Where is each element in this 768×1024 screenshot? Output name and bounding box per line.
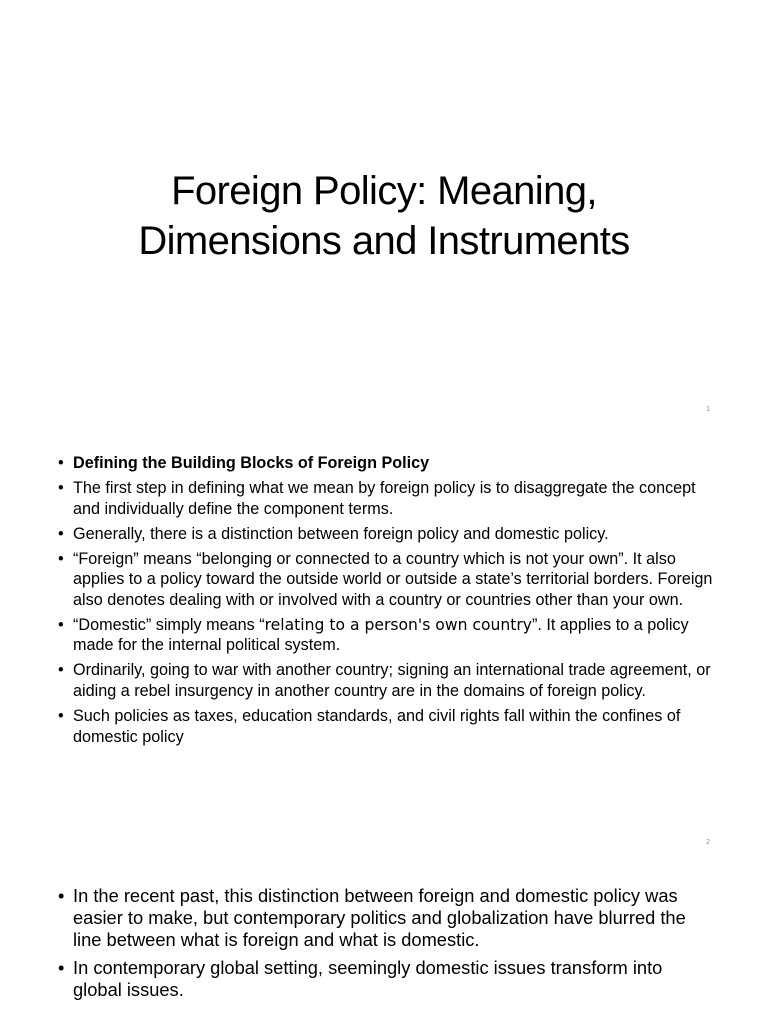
bullet-text: In contemporary global setting, seemingly domestic issues transform into global issues. <box>73 957 663 1000</box>
bullet-item <box>58 524 714 545</box>
bullet-item <box>58 957 714 1001</box>
slide-3 <box>0 860 768 1024</box>
bullet-icon: • <box>58 885 65 906</box>
slide-2 <box>0 430 768 860</box>
slide-1 <box>0 0 768 430</box>
bullet-icon: • <box>58 661 64 680</box>
bullet-text: “Foreign” means “belonging or connected to a country which is not your own”. It also applies to a policy toward the outside world or outside a state’s territorial borders. Foreign also denotes dealing with or involved with a country or countries other than your own. <box>73 549 713 609</box>
bullet-text: Ordinarily, going to war with another country; signing an international trade agreement, or aiding a rebel insurgency in another country are in the domains of foreign policy. <box>73 661 711 700</box>
bullet-text: Generally, there is a distinction between foreign policy and domestic policy. <box>73 524 609 543</box>
section-heading: Defining the Building Blocks of Foreign Policy <box>73 454 430 472</box>
bullet-text: The first step in defining what we mean by foreign policy is to disaggregate the concept and individually define the component terms. <box>73 479 696 518</box>
bullet-item <box>58 615 714 656</box>
bullet-text-part: “Domestic” simply means “ <box>73 615 265 634</box>
bullet-item <box>58 706 714 747</box>
bullet-item <box>58 453 714 474</box>
bullet-text: Such policies as taxes, education standards, and civil rights fall within the confines of domestic policy <box>73 707 681 746</box>
bullet-text: In the recent past, this distinction between foreign and domestic policy was easier to make, but contemporary politics and globalization have blurred the line between what is foreign and what is domestic. <box>73 885 686 950</box>
page-number: 2 <box>706 839 710 846</box>
quoted-definition: relating to a person's own country <box>264 615 533 634</box>
bullet-item <box>58 478 714 519</box>
bullet-icon: • <box>58 615 64 634</box>
bullet-icon: • <box>58 479 64 498</box>
bullet-icon: • <box>58 454 64 472</box>
title-line-1: Foreign Policy: Meaning, <box>171 169 597 213</box>
bullet-icon: • <box>58 524 64 543</box>
bullet-list <box>58 885 714 1007</box>
bullet-text-part: ”. It applies to a policy made for the internal political system. <box>73 615 689 655</box>
bullet-item <box>58 549 714 611</box>
slide-title <box>40 166 728 266</box>
bullet-list <box>58 453 714 752</box>
bullet-icon: • <box>58 707 64 726</box>
bullet-icon: • <box>58 549 64 568</box>
title-line-2: Dimensions and Instruments <box>138 219 630 263</box>
bullet-text <box>73 616 689 655</box>
bullet-icon: • <box>58 957 65 978</box>
page-number: 1 <box>706 406 710 413</box>
bullet-item <box>58 885 714 951</box>
bullet-item <box>58 660 714 701</box>
